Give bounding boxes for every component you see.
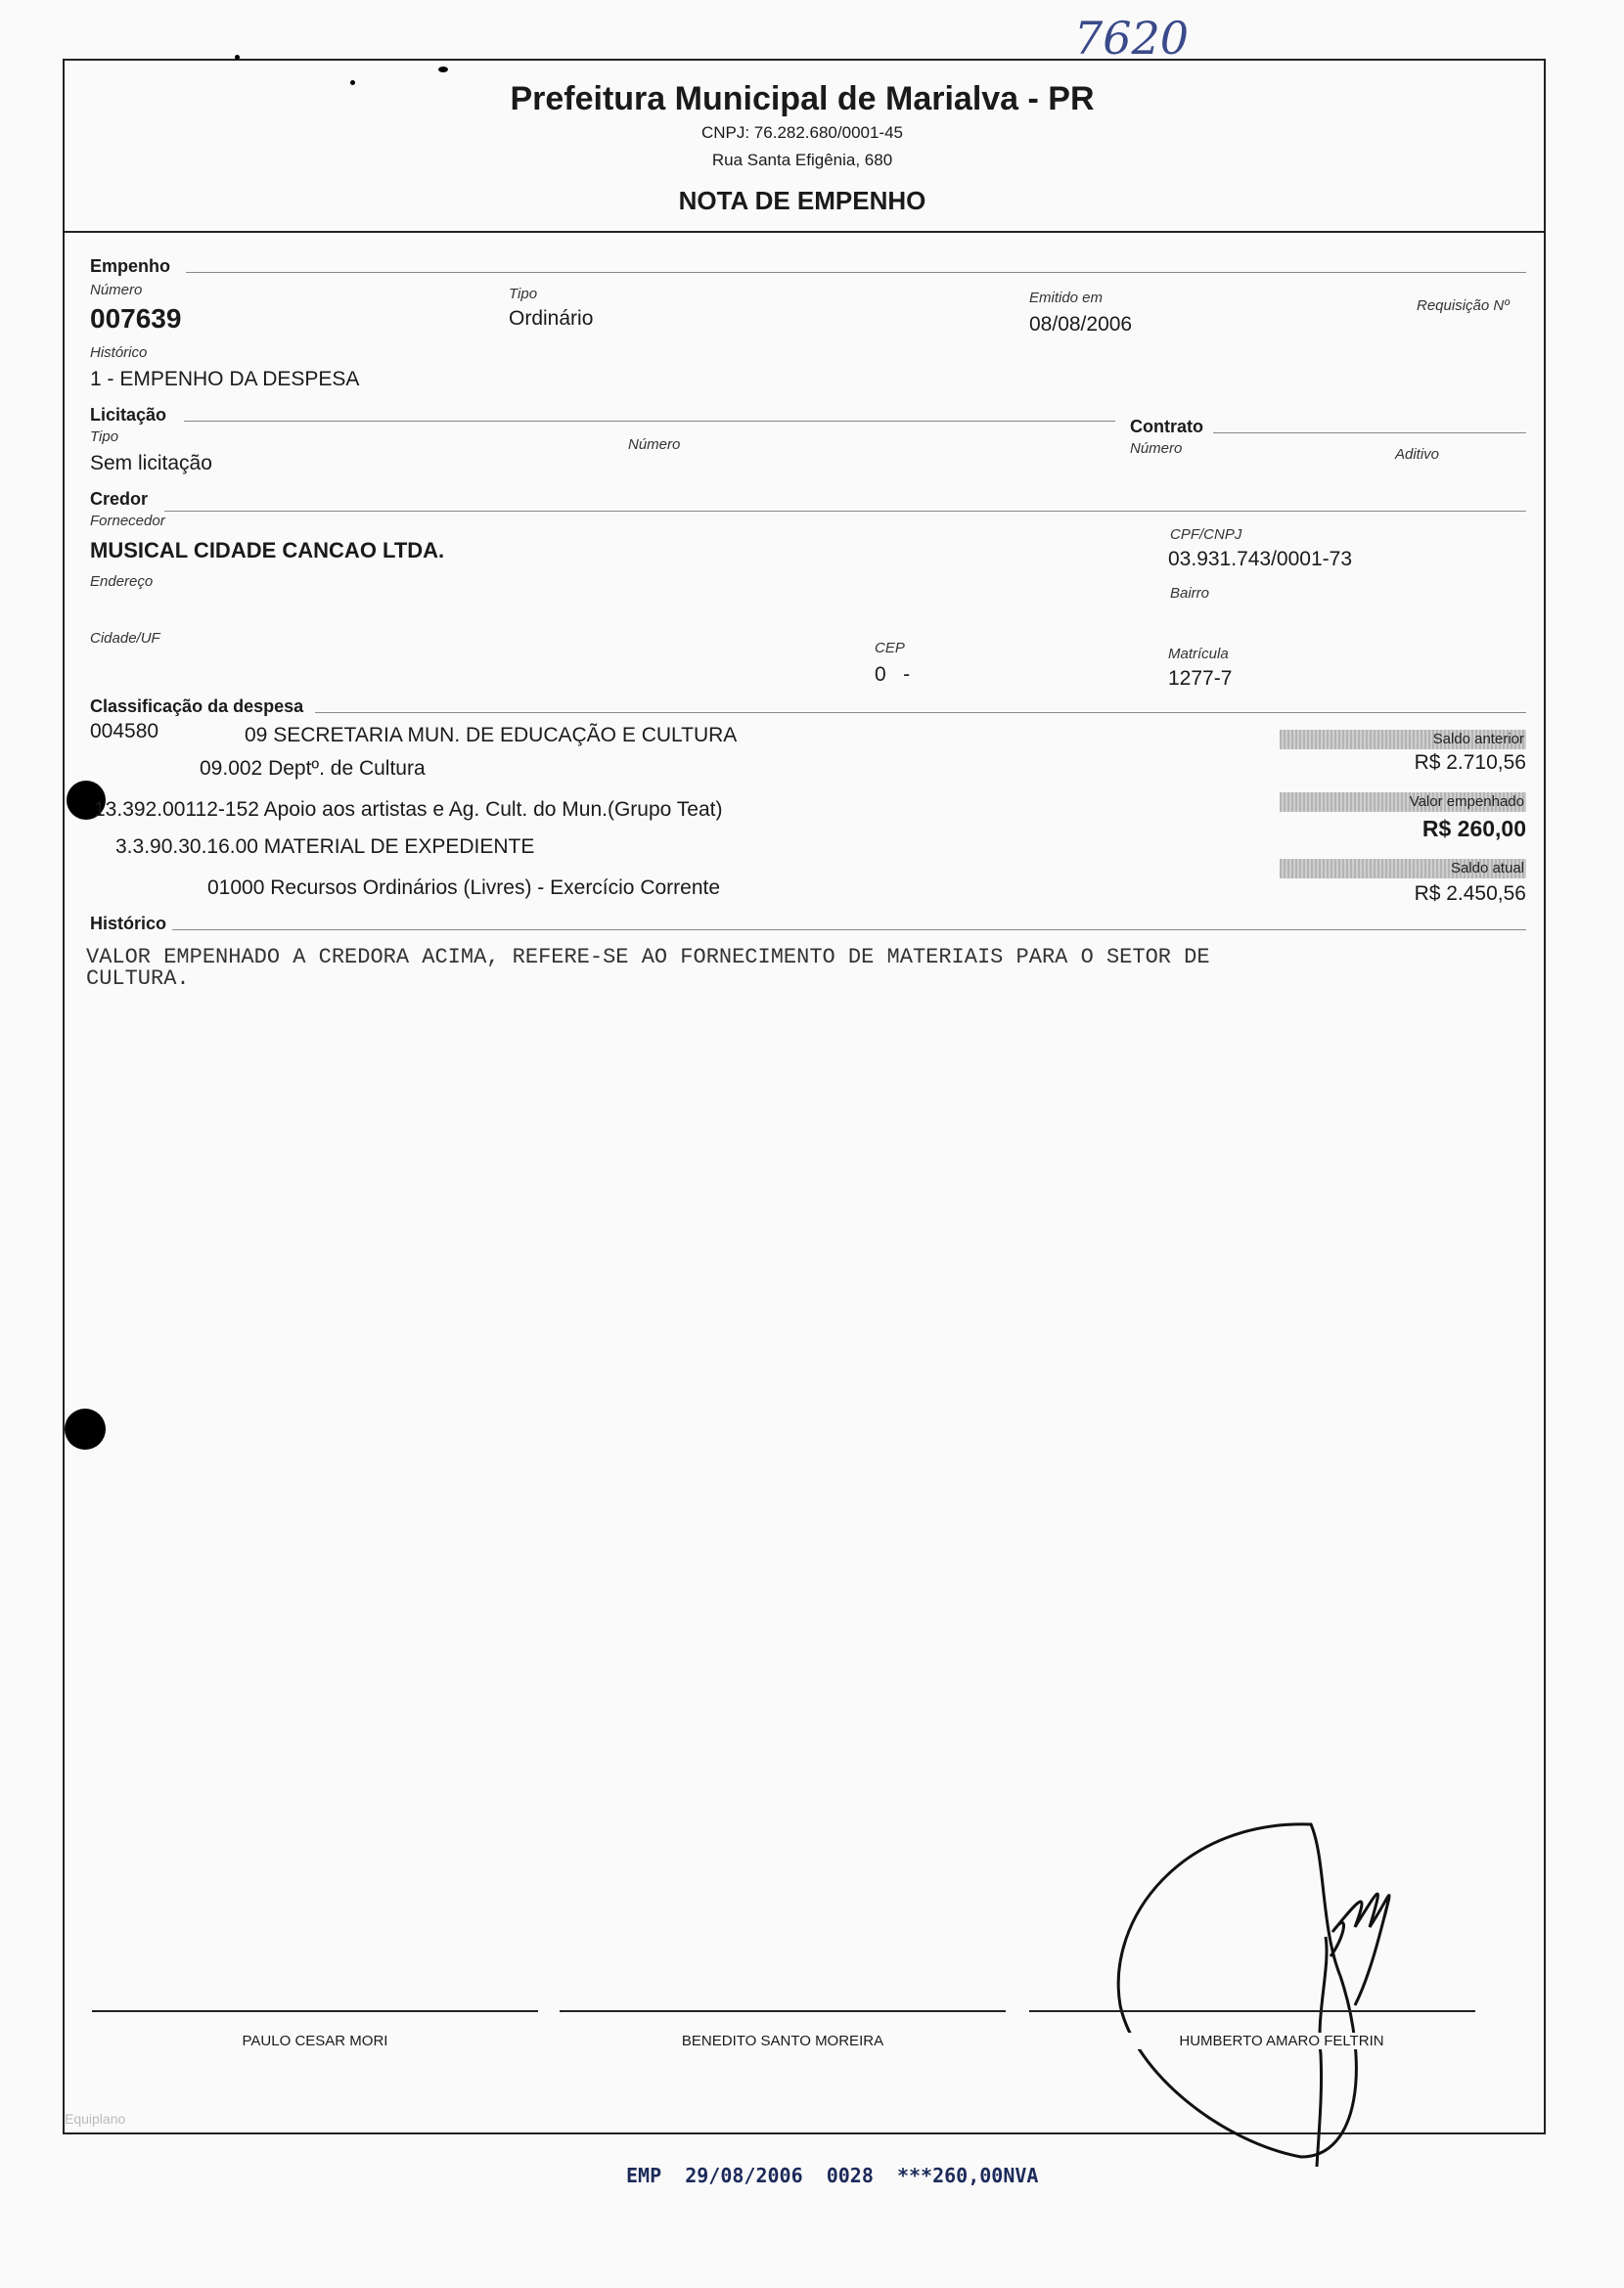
valor-empenhado-label: Valor empenhado [1280, 792, 1526, 812]
fornecedor-label: Fornecedor [90, 513, 165, 529]
empenho-numero-label: Número [90, 282, 143, 298]
cpf-cnpj-label: CPF/CNPJ [1170, 526, 1242, 543]
payment-stamp: EMP 29/08/2006 0028 ***260,00NVA [626, 2164, 1039, 2187]
cpf-cnpj-value: 03.931.743/0001-73 [1168, 548, 1353, 570]
empenho-emitido-date: 08/08/2006 [1029, 313, 1133, 336]
licitacao-divider [184, 421, 1115, 422]
empenho-tipo-label: Tipo [509, 286, 538, 302]
matricula-value: 1277-7 [1168, 667, 1233, 690]
punch-hole [65, 1409, 106, 1450]
saldo-anterior-label: Saldo anterior [1280, 730, 1526, 749]
credor-section-title: Credor [90, 489, 149, 509]
historico-line-2: CULTURA. [86, 966, 190, 991]
classificacao-elemento: 3.3.90.30.16.00 MATERIAL DE EXPEDIENTE [115, 835, 535, 858]
municipality-cnpj: CNPJ: 76.282.680/0001-45 [700, 123, 904, 142]
valor-empenhado-value: R$ 260,00 [1421, 816, 1526, 841]
signature-line-1 [92, 2010, 538, 2012]
signature-line-2 [560, 2010, 1006, 2012]
contrato-section-title: Contrato [1130, 417, 1203, 436]
document-title: NOTA DE EMPENHO [678, 186, 926, 215]
empenho-historico: 1 - EMPENHO DA DESPESA [90, 368, 360, 390]
cidade-uf-label: Cidade/UF [90, 630, 160, 647]
classificacao-divider [315, 712, 1526, 713]
requisicao-label: Requisição Nº [1417, 297, 1510, 314]
saldo-atual-value: R$ 2.450,56 [1414, 882, 1526, 905]
classificacao-code: 004580 [90, 720, 159, 742]
empenho-divider [186, 272, 1526, 273]
licitacao-tipo-label: Tipo [90, 428, 119, 445]
historico-divider [172, 929, 1526, 930]
handwritten-number: 7620 [1074, 12, 1190, 65]
credor-divider [164, 511, 1526, 512]
saldo-atual-label: Saldo atual [1280, 859, 1526, 878]
cep-label: CEP [875, 640, 905, 656]
speck [438, 67, 448, 72]
speck [235, 55, 240, 60]
signature-name-3: HUMBERTO AMARO FELTRIN [1086, 2033, 1477, 2049]
bairro-label: Bairro [1170, 585, 1210, 602]
signature-name-1: PAULO CESAR MORI [242, 2033, 388, 2049]
empenho-tipo: Ordinário [509, 307, 594, 330]
historico-section-title: Histórico [90, 914, 167, 933]
contrato-numero-label: Número [1130, 440, 1183, 457]
signature-name-2: BENEDITO SANTO MOREIRA [681, 2033, 884, 2049]
empenho-emitido-label: Emitido em [1029, 290, 1104, 306]
signature-scribble [1076, 1819, 1428, 2172]
municipality-address: Rua Santa Efigênia, 680 [711, 151, 893, 169]
licitacao-section-title: Licitação [90, 405, 167, 425]
cep-value: 0 - [875, 663, 911, 686]
empenho-numero: 007639 [90, 303, 182, 334]
classificacao-departamento: 09.002 Deptº. de Cultura [200, 757, 426, 780]
fornecedor-name: MUSICAL CIDADE CANCAO LTDA. [90, 538, 445, 562]
classificacao-secretaria: 09 SECRETARIA MUN. DE EDUCAÇÃO E CULTURA [245, 724, 738, 746]
historico-line-1: VALOR EMPENHADO A CREDORA ACIMA, REFERE-SE AO FORNECIMENTO DE MATERIAIS PARA O SETOR DE [86, 945, 1210, 969]
endereco-label: Endereço [90, 573, 154, 590]
classificacao-section-title: Classificação da despesa [90, 696, 304, 716]
classificacao-programa: 13.392.00112-152 Apoio aos artistas e Ag. Cult. do Mun.(Grupo Teat) [94, 798, 723, 821]
classificacao-recurso: 01000 Recursos Ordinários (Livres) - Exercício Corrente [207, 876, 721, 899]
municipality-title: Prefeitura Municipal de Marialva - PR [510, 80, 1095, 117]
empenho-historico-label: Histórico [90, 344, 148, 361]
licitacao-numero-label: Número [628, 436, 681, 453]
contrato-aditivo-label: Aditivo [1395, 446, 1440, 463]
contrato-divider [1213, 432, 1526, 433]
header-divider [63, 231, 1544, 233]
licitacao-tipo: Sem licitação [90, 452, 212, 474]
software-footer: Equiplano [65, 2111, 126, 2127]
saldo-anterior-value: R$ 2.710,56 [1414, 751, 1526, 774]
empenho-section-title: Empenho [90, 256, 171, 276]
signature-line-3 [1029, 2010, 1475, 2012]
matricula-label: Matrícula [1168, 646, 1229, 662]
